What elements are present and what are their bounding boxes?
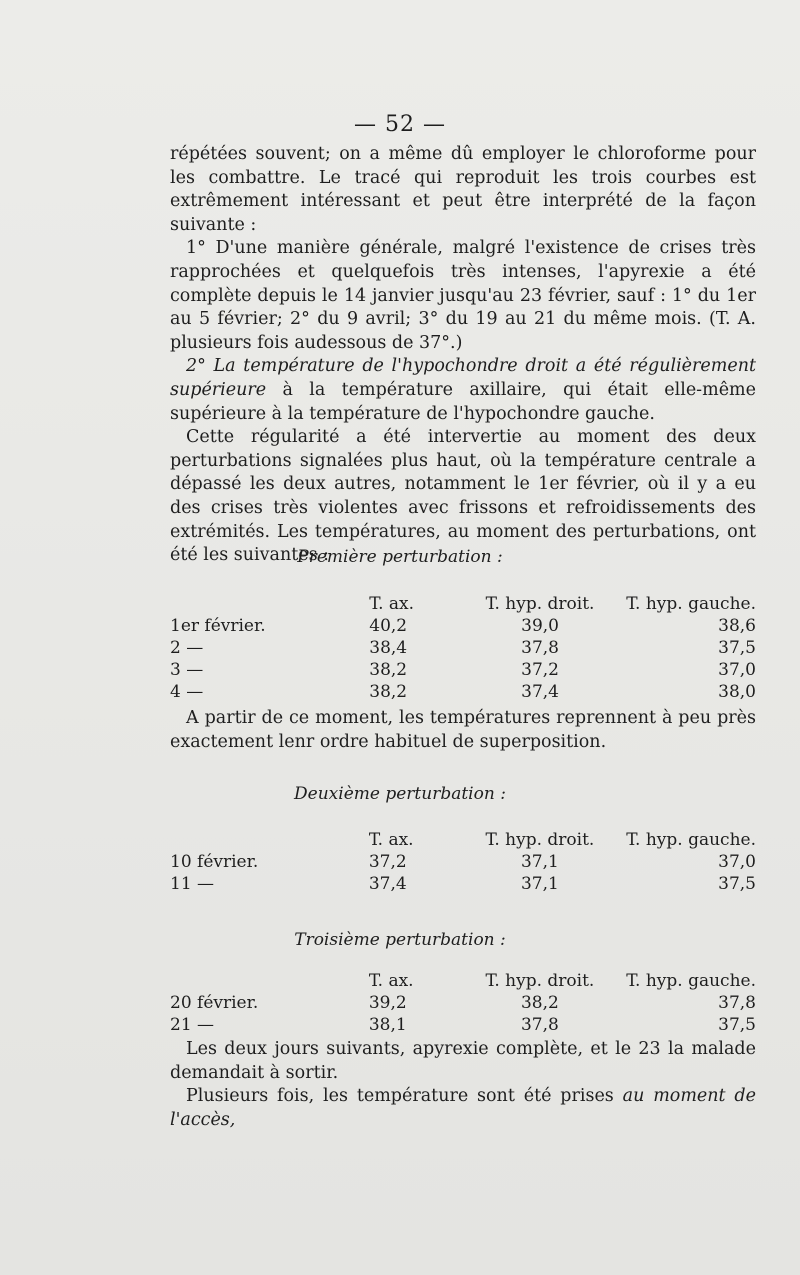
paragraph-after-first-text: A partir de ce moment, les températures reprennent à peu près exactement lenr ordre habituel de superposition. (170, 708, 756, 752)
cell-t-hyp-droit: 38,2 (520, 993, 559, 1013)
cell-t-ax: 37,4 (368, 874, 407, 894)
paragraph-after-first (170, 707, 756, 754)
cell-t-hyp-droit: 37,2 (521, 660, 559, 680)
cell-date: 20 février. (170, 993, 259, 1013)
cell-t-ax: 38,4 (369, 638, 408, 658)
cell-t-hyp-droit: 37,1 (520, 852, 559, 872)
paragraph-point-one: 1° D'une manière générale, malgré l'existence de crises très rapprochées et quelquefois très intenses, l'apyrexie a été complète depuis le 14 janvier jusqu'au 23 février, sauf : 1° du 1er au 5 février; 2° du 9 avril; 3° du 19 au 21 du même mois. (T. A. plusieurs fois audessous de 37°.) (170, 238, 756, 353)
header-t-ax: T. ax. (368, 830, 414, 850)
cell-t-hyp-droit: 37,1 (520, 874, 559, 894)
cell-t-hyp-gauche: 37,5 (718, 1015, 756, 1035)
cell-date: 1er février. (170, 616, 266, 636)
header-t-ax: T. ax. (368, 971, 414, 991)
header-t-hyp-droit: T. hyp. droit. (485, 830, 595, 850)
cell-t-hyp-droit: 37,4 (521, 682, 559, 702)
cell-t-hyp-gauche: 38,6 (718, 616, 756, 636)
cell-date: 4 — (170, 682, 204, 702)
paragraph-last (170, 1085, 756, 1132)
cell-t-hyp-droit: 37,8 (521, 638, 559, 658)
cell-t-ax: 38,2 (369, 682, 408, 702)
table-row (170, 1014, 760, 1036)
cell-t-hyp-gauche: 37,5 (718, 874, 756, 894)
page-number: — 52 — (354, 112, 446, 137)
paragraph-regularity: Cette régularité a été intervertie au moment des deux perturbations signalées plus haut, où la température centrale a dépassé les deux autres, notamment le 1er février, où il y a eu des crises très violentes avec frissons et refroidissements des extrémités. Les températures, au moment des perturbations, ont été les suivantes : (170, 427, 756, 566)
cell-t-hyp-gauche: 37,0 (718, 852, 756, 872)
table-header-row (170, 593, 760, 615)
cell-t-hyp-gauche: 37,5 (718, 638, 756, 658)
table-row (170, 615, 760, 637)
text-block-bottom (170, 1038, 756, 1132)
table-second-perturbation (170, 829, 760, 895)
cell-t-hyp-droit: 37,8 (520, 1015, 559, 1035)
cell-t-hyp-gauche: 38,0 (718, 682, 756, 702)
table-row (170, 637, 760, 659)
heading-third-perturbation: Troisième perturbation : (294, 930, 506, 950)
header-t-hyp-gauche: T. hyp. gauche. (626, 830, 756, 850)
header-t-hyp-droit: T. hyp. droit. (485, 594, 595, 614)
header-t-ax: T. ax. (369, 594, 415, 614)
header-t-hyp-gauche: T. hyp. gauche. (626, 594, 756, 614)
cell-date: 3 — (170, 660, 204, 680)
cell-t-hyp-gauche: 37,8 (718, 993, 756, 1013)
paragraph-after-third: Les deux jours suivants, apyrexie complète, et le 23 la malade demandait à sortir. (170, 1039, 756, 1083)
cell-date: 10 février. (170, 852, 259, 872)
cell-date: 11 — (170, 874, 215, 894)
cell-t-ax: 38,1 (368, 1015, 407, 1035)
heading-first-perturbation: Première perturbation : (297, 547, 503, 567)
cell-t-ax: 40,2 (369, 616, 408, 636)
paragraph-point-two-rest: à la température axillaire, qui était elle-même supérieure à la température de l'hypochondre gauche. (170, 379, 756, 424)
header-date (170, 970, 349, 992)
header-t-hyp-droit: T. hyp. droit. (485, 971, 595, 991)
cell-t-ax: 39,2 (368, 993, 407, 1013)
table-header-row (170, 829, 760, 851)
cell-date: 21 — (170, 1015, 215, 1035)
table-header-row (170, 970, 760, 992)
table-row (170, 873, 760, 895)
header-date (170, 829, 349, 851)
text-block-top (170, 143, 756, 568)
cell-date: 2 — (170, 638, 204, 658)
table-first-perturbation (170, 593, 760, 703)
table-third-perturbation (170, 970, 760, 1036)
paragraph-intro: répétées souvent; on a même dû employer le chloroforme pour les combattre. Le tracé qui reproduit les trois courbes est extrêmement intéressant et peut être interprété de la façon suivante : (170, 144, 756, 235)
header-date (170, 593, 349, 615)
paragraph-point-two-italic: 2° La température de l'hypochondre droit a été régulièrement supérieure (170, 356, 756, 400)
heading-second-perturbation: Deuxième perturbation : (294, 784, 506, 804)
table-row (170, 851, 760, 873)
paragraph-point-two (170, 355, 756, 426)
cell-t-hyp-gauche: 37,0 (718, 660, 756, 680)
header-t-hyp-gauche: T. hyp. gauche. (626, 971, 756, 991)
table-row (170, 681, 760, 703)
cell-t-ax: 38,2 (369, 660, 408, 680)
cell-t-hyp-droit: 39,0 (521, 616, 559, 636)
table-row (170, 659, 760, 681)
paragraph-last-start: Plusieurs fois, les température sont été prises (186, 1086, 623, 1107)
cell-t-ax: 37,2 (368, 852, 407, 872)
table-row (170, 992, 760, 1014)
paragraph-last-italic: au moment de l'accès, (170, 1086, 756, 1130)
